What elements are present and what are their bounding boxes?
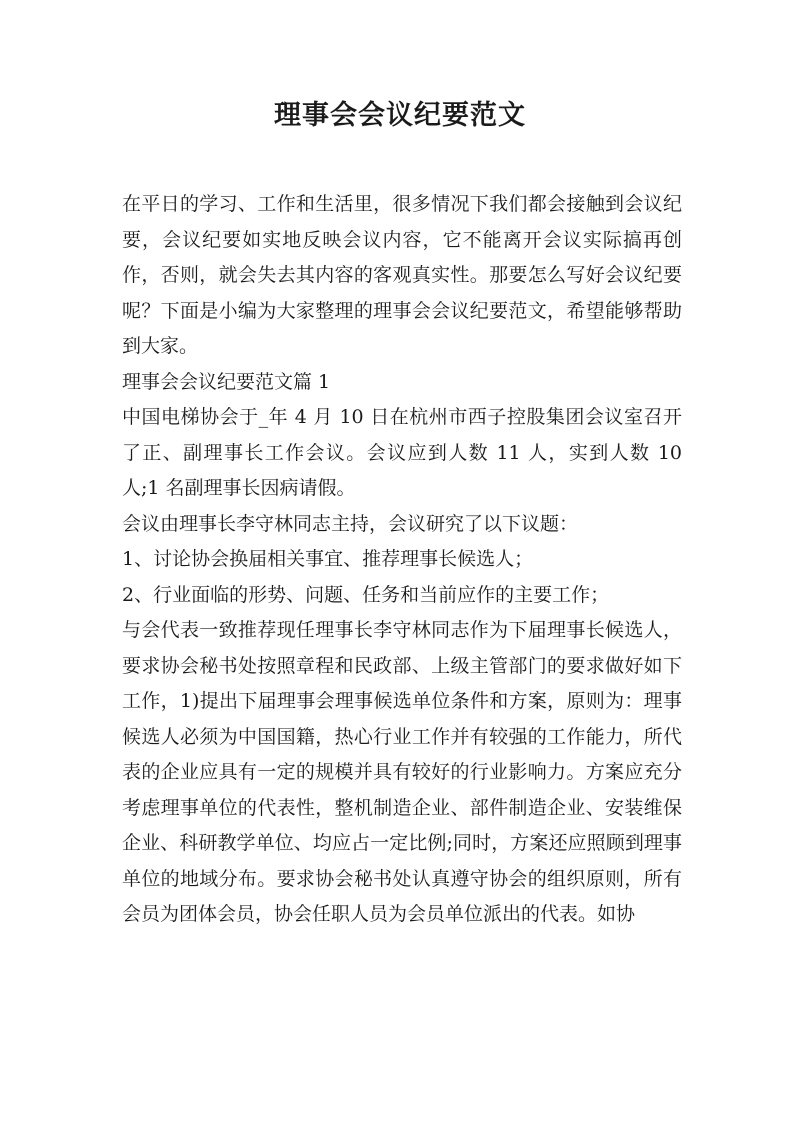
document-body [122, 187, 682, 933]
agenda-item-1: 1、讨论协会换届相关事宜、推荐理事长候选人； [122, 548, 534, 570]
agenda-intro-paragraph: 会议由理事长李守林同志主持，会议研究了以下议题： [122, 512, 579, 535]
section-heading: 理事会会议纪要范文篇 1 [122, 370, 331, 393]
intro-paragraph: 在平日的学习、工作和生活里，很多情况下我们都会接触到会议纪要，会议纪要如实地反映会议内容，它不能离开会议实际搞再创作，否则，就会失去其内容的客观真实性。那要怎么写好会议纪要呢？下面是小编为大家整理的理事会会议纪要范文，希望能够帮助到大家。 [122, 193, 682, 357]
meeting-info-paragraph: 中国电梯协会于_年 4 月 10 日在杭州市西子控股集团会议室召开了正、副理事长工作会议。会议应到人数 11 人，实到人数 10 人;1 名副理事长因病请假。 [122, 406, 682, 499]
agenda-item-2: 2、行业面临的形势、问题、任务和当前应作的主要工作； [122, 583, 610, 606]
document-title: 理事会会议纪要范文 [274, 100, 526, 131]
resolution-paragraph: 与会代表一致推荐现任理事长李守林同志作为下届理事长候选人，要求协会秘书处按照章程和民政部、上级主管部门的要求做好如下工作，1)提出下届理事会理事候选单位条件和方案，原则为：理事候选人必须为中国国籍，热心行业工作并有较强的工作能力，所代表的企业应具有一定的规模并具有较好的行业影响力。方案应充分考虑理事单位的代表性，整机制造企业、部件制造企业、安装维保企业、科研教学单位、均应占一定比例;同时，方案还应照顾到理事单位的地域分布。要求协会秘书处认真遵守协会的组织原则，所有会员为团体会员，协会任职人员为会员单位派出的代表。如协 [122, 619, 682, 925]
